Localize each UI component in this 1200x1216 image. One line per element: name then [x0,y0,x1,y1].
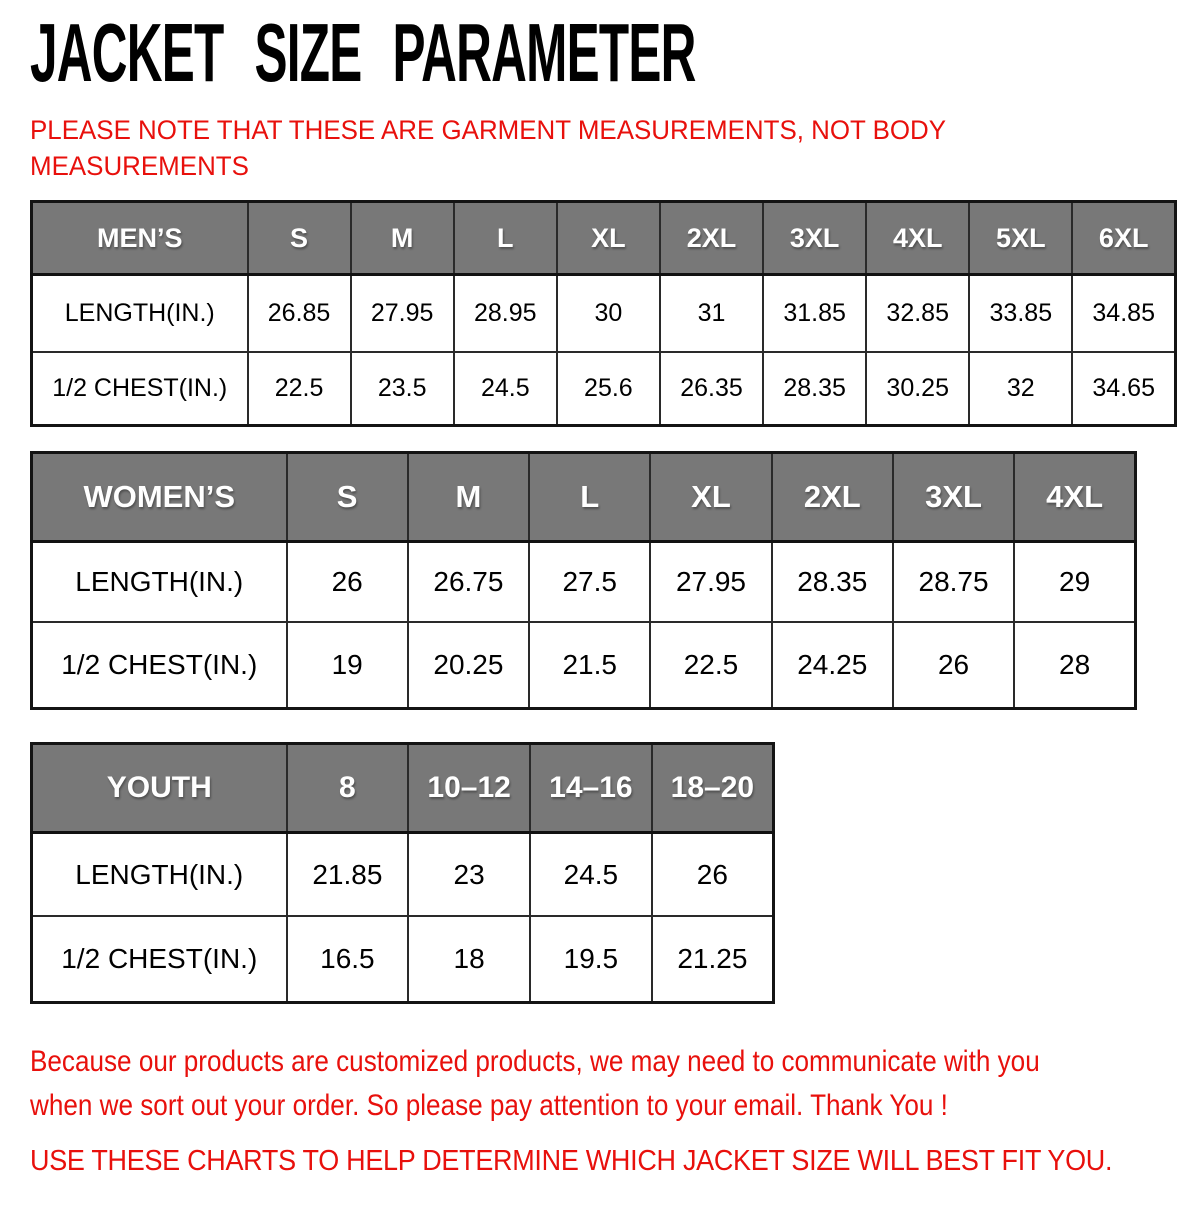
note-line-2: MEASUREMENTS [30,151,249,181]
size-value-cell: 30 [557,275,660,353]
size-value-cell: 18 [408,916,530,1003]
size-value-cell: 28.35 [772,542,893,623]
size-value-cell: 31.85 [763,275,866,353]
size-value-cell: 25.6 [557,352,660,426]
size-header-cell: 3XL [763,202,866,275]
mens-length-row [32,275,1176,353]
footer-line-1: Because our products are customized products, we may need to communicate with you [30,1045,1040,1078]
mens-size-table [30,200,1177,427]
size-header-cell: S [248,202,351,275]
note-line-1: PLEASE NOTE THAT THESE ARE GARMENT MEASUREMENTS, NOT BODY [30,115,947,145]
womens-length-row [32,542,1136,623]
size-value-cell: 29 [1014,542,1135,623]
row-label-cell: 1/2 CHEST(IN.) [32,916,287,1003]
mens-header-row [32,202,1176,275]
size-value-cell: 16.5 [287,916,409,1003]
size-value-cell: 34.85 [1072,275,1175,353]
size-value-cell: 27.5 [529,542,650,623]
size-value-cell: 28.95 [454,275,557,353]
size-value-cell: 26.85 [248,275,351,353]
size-value-cell: 23 [408,833,530,917]
size-chart-page [0,5,1200,1216]
size-value-cell: 26.75 [408,542,529,623]
size-value-cell: 22.5 [248,352,351,426]
youth-length-row [32,833,774,917]
size-header-cell: 18–20 [652,744,774,833]
chart-usage-notice [30,1144,1200,1178]
youth-size-table [30,742,775,1004]
size-value-cell: 24.5 [454,352,557,426]
row-label-cell: LENGTH(IN.) [32,275,248,353]
womens-chest-row [32,622,1136,709]
size-value-cell: 33.85 [969,275,1072,353]
size-value-cell: 21.85 [287,833,409,917]
mens-table-title-cell: MEN’S [32,202,248,275]
mens-chest-row [32,352,1176,426]
size-header-cell: M [351,202,454,275]
size-value-cell: 23.5 [351,352,454,426]
size-value-cell: 28 [1014,622,1135,709]
size-value-cell: 32 [969,352,1072,426]
garment-measurement-note [30,112,1200,184]
size-value-cell: 30.25 [866,352,969,426]
size-header-cell: M [408,453,529,542]
size-header-cell: XL [557,202,660,275]
size-header-cell: 14–16 [530,744,652,833]
size-value-cell: 19 [287,622,408,709]
size-value-cell: 26 [893,622,1014,709]
size-header-cell: 8 [287,744,409,833]
size-value-cell: 31 [660,275,763,353]
size-value-cell: 21.5 [529,622,650,709]
size-header-cell: 2XL [660,202,763,275]
size-value-cell: 24.25 [772,622,893,709]
size-value-cell: 24.5 [530,833,652,917]
size-value-cell: 20.25 [408,622,529,709]
footer-line-2: when we sort out your order. So please pay attention to your email. Thank You ! [30,1089,948,1122]
row-label-cell: LENGTH(IN.) [32,833,287,917]
row-label-cell: 1/2 CHEST(IN.) [32,352,248,426]
size-header-cell: 6XL [1072,202,1175,275]
womens-size-table [30,451,1137,710]
row-label-cell: 1/2 CHEST(IN.) [32,622,287,709]
size-header-cell: 4XL [866,202,969,275]
size-value-cell: 26.35 [660,352,763,426]
womens-header-row [32,453,1136,542]
size-value-cell: 34.65 [1072,352,1175,426]
size-header-cell: 3XL [893,453,1014,542]
youth-chest-row [32,916,774,1003]
row-label-cell: LENGTH(IN.) [32,542,287,623]
size-value-cell: 21.25 [652,916,774,1003]
size-value-cell: 27.95 [650,542,771,623]
size-header-cell: 2XL [772,453,893,542]
custom-order-notice [30,1040,1200,1128]
page-title: JACKET SIZE PARAMETER [30,5,696,99]
size-header-cell: XL [650,453,771,542]
size-value-cell: 26 [287,542,408,623]
size-header-cell: L [529,453,650,542]
size-value-cell: 26 [652,833,774,917]
size-header-cell: S [287,453,408,542]
size-header-cell: 10–12 [408,744,530,833]
size-value-cell: 27.95 [351,275,454,353]
size-header-cell: 5XL [969,202,1072,275]
size-value-cell: 19.5 [530,916,652,1003]
size-value-cell: 28.75 [893,542,1014,623]
size-value-cell: 28.35 [763,352,866,426]
size-header-cell: L [454,202,557,275]
footer-caps-line: USE THESE CHARTS TO HELP DETERMINE WHICH JACKET SIZE WILL BEST FIT YOU. [30,1145,1113,1177]
size-value-cell: 22.5 [650,622,771,709]
womens-table-title-cell: WOMEN’S [32,453,287,542]
size-value-cell: 32.85 [866,275,969,353]
size-header-cell: 4XL [1014,453,1135,542]
youth-table-title-cell: YOUTH [32,744,287,833]
youth-header-row [32,744,774,833]
